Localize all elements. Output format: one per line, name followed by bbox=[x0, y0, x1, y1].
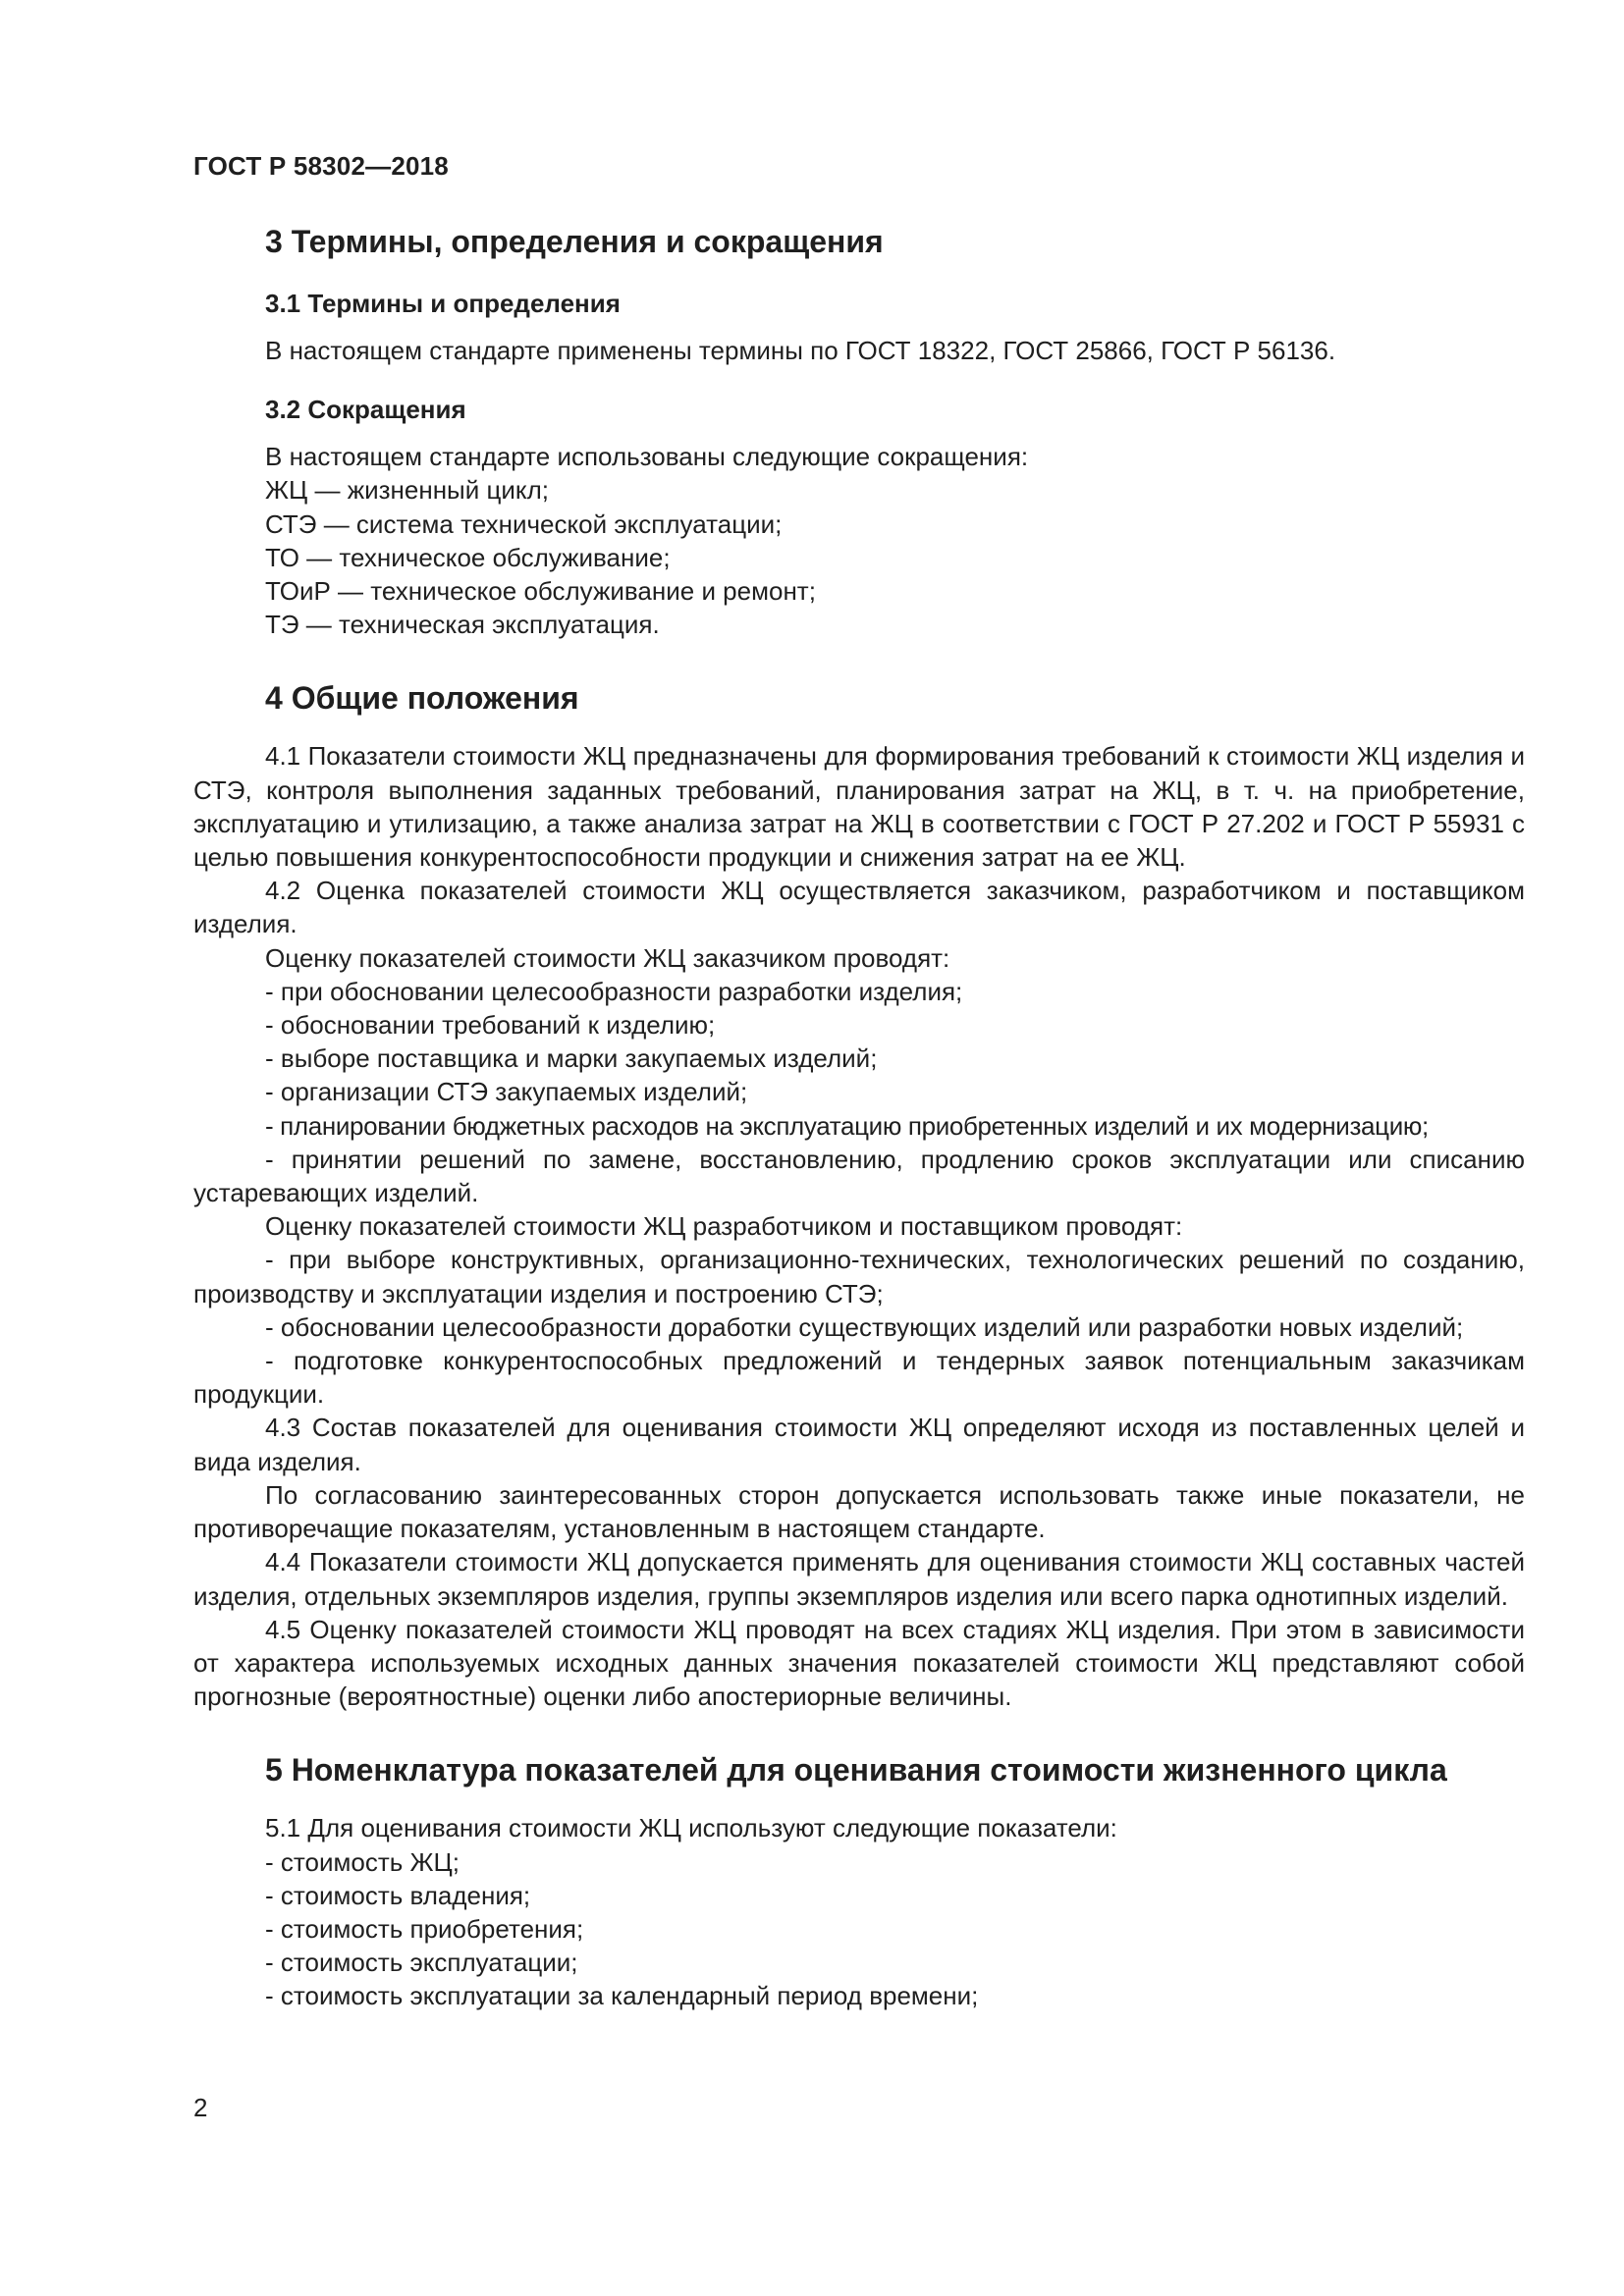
abbreviations-intro: В настоящем стандарте использованы следующие сокращения: bbox=[265, 442, 1029, 472]
section-3-heading: 3 Термины, определения и сокращения bbox=[265, 224, 884, 259]
developer-list-item: - при выборе конструктивных, организационно-технических, технологических решений по созданию, производству и эксплуатации изделия и построению СТЭ; bbox=[193, 1245, 1525, 1308]
customer-intro: Оценку показателей стоимости ЖЦ заказчиком проводят: bbox=[265, 942, 950, 973]
running-header: ГОСТ Р 58302—2018 bbox=[193, 151, 449, 181]
customer-list-item: - принятии решений по замене, восстановлению, продлению сроков эксплуатации или списанию устаревающих изделий. bbox=[193, 1144, 1525, 1208]
paragraph-4-2: 4.2 Оценка показателей стоимости ЖЦ осуществляется заказчиком, разработчиком и поставщиком изделия. bbox=[193, 876, 1525, 939]
customer-list-item: - при обосновании целесообразности разработки изделия; bbox=[265, 976, 963, 1006]
abbreviation-item: ТО — техническое обслуживание; bbox=[265, 542, 671, 572]
abbreviation-item: ЖЦ — жизненный цикл; bbox=[265, 475, 549, 506]
page-content bbox=[193, 222, 1525, 2013]
paragraph-4-1: 4.1 Показатели стоимости ЖЦ предназначены для формирования требований к стоимости ЖЦ изделия и СТЭ, контроля выполнения заданных требований, планирования затрат на ЖЦ, в т. ч. на приобретение, эксплуатацию и утилизацию, а также анализа затрат на ЖЦ в соответствии с ГОСТ Р 27.202 и ГОСТ Р 55931 с целью повышения конкурентоспособности продукции и снижения затрат на ее ЖЦ. bbox=[193, 741, 1525, 873]
page-number: 2 bbox=[193, 2093, 208, 2122]
developer-list-item: - подготовке конкурентоспособных предложений и тендерных заявок потенциальным заказчикам продукции. bbox=[193, 1346, 1525, 1410]
customer-list-item: - обосновании требований к изделию; bbox=[265, 1010, 716, 1041]
indicator-list-item: - стоимость эксплуатации за календарный период времени; bbox=[265, 1981, 979, 2011]
customer-list-item: - организации СТЭ закупаемых изделий; bbox=[265, 1077, 748, 1107]
paragraph-4-3: 4.3 Состав показателей для оценивания стоимости ЖЦ определяют исходя из поставленных целей и вида изделия. bbox=[193, 1413, 1525, 1476]
subsection-3-2-heading: 3.2 Сокращения bbox=[265, 395, 466, 425]
abbreviation-item: ТЭ — техническая эксплуатация. bbox=[265, 610, 660, 640]
paragraph-5-1: 5.1 Для оценивания стоимости ЖЦ используют следующие показатели: bbox=[265, 1813, 1117, 1843]
subsection-3-1-heading: 3.1 Термины и определения bbox=[265, 289, 621, 318]
abbreviation-item: ТОиР — техническое обслуживание и ремонт; bbox=[265, 576, 816, 607]
abbreviation-item: СТЭ — система технической эксплуатации; bbox=[265, 508, 783, 539]
indicator-list-item: - стоимость ЖЦ; bbox=[265, 1846, 460, 1877]
paragraph-4-5: 4.5 Оценку показателей стоимости ЖЦ проводят на всех стадиях ЖЦ изделия. При этом в зависимости от характера используемых исходных данных значения показателей стоимости ЖЦ представляют собой прогнозные (вероятностные) оценки либо апостериорные величины. bbox=[193, 1614, 1525, 1712]
section-5-heading: 5 Номенклатура показателей для оценивания стоимости жизненного цикла bbox=[265, 1752, 1447, 1789]
paragraph-4-3-note: По согласованию заинтересованных сторон допускается использовать также иные показатели, не противоречащие показателям, установленным в настоящем стандарте. bbox=[193, 1479, 1525, 1544]
developer-intro: Оценку показателей стоимости ЖЦ разработчиком и поставщиком проводят: bbox=[265, 1211, 1183, 1242]
customer-list-item: - планировании бюджетных расходов на эксплуатацию приобретенных изделий и их модернизацию; bbox=[265, 1110, 1429, 1141]
paragraph-4-4: 4.4 Показатели стоимости ЖЦ допускается применять для оценивания стоимости ЖЦ составных частей изделия, отдельных экземпляров изделия, группы экземпляров изделия или всего парка однотипных изделий. bbox=[193, 1547, 1525, 1611]
section-4-heading: 4 Общие положения bbox=[265, 680, 579, 717]
indicator-list-item: - стоимость эксплуатации; bbox=[265, 1948, 578, 1978]
subsection-3-1-text: В настоящем стандарте применены термины по ГОСТ 18322, ГОСТ 25866, ГОСТ Р 56136. bbox=[265, 336, 1336, 365]
indicator-list-item: - стоимость владения; bbox=[265, 1880, 531, 1910]
indicator-list-item: - стоимость приобретения; bbox=[265, 1913, 584, 1944]
customer-list-item: - выборе поставщика и марки закупаемых изделий; bbox=[265, 1043, 878, 1074]
developer-list-item: - обосновании целесообразности доработки существующих изделий или разработки новых изделий; bbox=[265, 1311, 1464, 1342]
